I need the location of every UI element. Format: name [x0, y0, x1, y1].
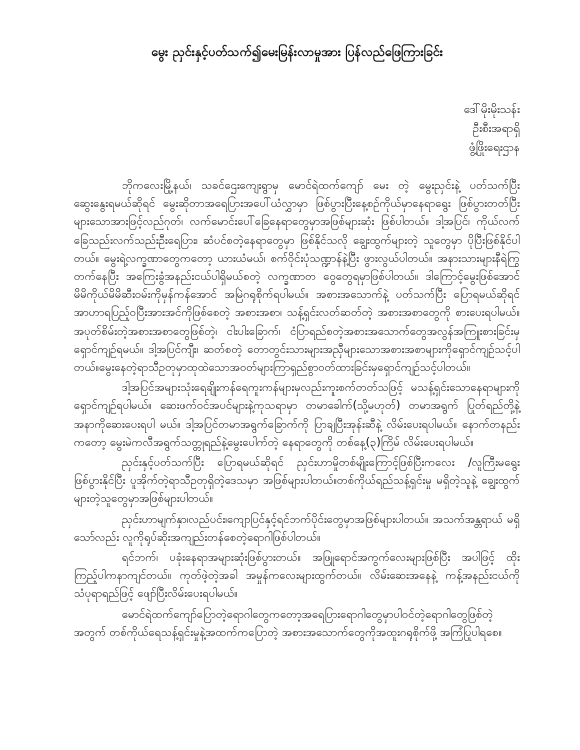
signature-office: ဖွံ့ဖြိုးရေးဌာန — [469, 140, 520, 154]
paragraph-2: ဒါ့အပြင်အများသုံးရေချိုးကန်ရေကူးကန်များမှလည်းကူးစက်တတ်သဖြင့် မသန့်ရှင်းသောနေရာများကို ရှောင်ကျဉ်ရပါမယ်။ ဆေးဖက်ဝင်အပင်များနဲ့ကုသရာမှာ တမာခေါက်(သို့မဟုတ်) တမာအရွက် ပြုတ်ရည်တို့နဲ့ အနာကိုဆေးပေးရပါ မယ်။ ဒါ့အပြင်တမာအရွက်ခြောက်ကို ပြာချပြီးအုန်းဆီနဲ့ လိမ်းပေးရပါမယ်။ နောက်တနည်းကတော့ မွေးမဲကလီအရွက်သတ္တုရည်နဲ့မွေးပေါက်တဲ့ နေရာတွေကို တစ်နေ့(၃)ကြိမ် လိမ်းပေးရပါမယ်။ — [74, 381, 520, 449]
paragraph-5: ရင်ဘက်၊ ပခုံးနေရာအများဆုံးဖြစ်ပွားတယ်။ အဖြူရောင်အကွက်လေးများဖြစ်ပြီး အပါဖြင့် ထိုးကြည့်ပါကနာကျင်တယ်။ ကုတ်ဖဲ့တဲ့အခါ အမှုန်ကလေးများထွက်တယ်။ လိမ်းဆေးအနေနဲ့ ကန့်အနည်းငယ်ကိုသံပုရာရည်ဖြင့် ဖျော်ပြီးလိမ်းပေးရပါမယ်။ — [74, 551, 520, 601]
document-body — [74, 177, 520, 642]
paragraph-4: ညှင်းဟာမျက်နှာ၊လည်ပင်း၊ကျောပြင်နှင့်ရင်ဘက်ပိုင်းတွေမှာအဖြစ်များပါတယ်။ အသက်အန္တရာယ် မရှိသော်လည်း လူကိုရုပ်ဆိုးအကျည်းတန်စေတဲ့ရောဂါဖြစ်ပါတယ်။ — [74, 512, 520, 544]
signature-block — [74, 100, 520, 157]
signature-name: ဒေါ်မိုးမိုးသန်း — [464, 102, 520, 116]
signature-position: ဦးစီးအရာရှိ — [472, 121, 520, 135]
document-title: မွေး ညှင်းနှင့်ပတ်သက်၍မေးမြန်းလာမှုအား ပြန်လည်ဖြေကြားခြင်း — [151, 44, 443, 59]
paragraph-6: မောင်ရဲထက်ကျော်ပြောတဲ့ရောဂါတွေကတော့အရေပြားရောဂါတွေမှာပါဝင်တဲ့ရောဂါတွေဖြစ်တဲ့ အတွက် တစ်ကိုယ်ရေသန့်ရှင်းမှုနဲ့အထက်ကပြောတဲ့ အစားအသောက်တွေကိုအထူးဂရုစိုက်ဖို့ အကြံပြုပါရစေ။ — [74, 607, 502, 639]
paragraph-1: ဘိုကလေးမြို့နယ်၊ သခင်ဌေးကျေးရွာမှ မောင်ရဲထက်ကျော် မေး တဲ့ မွေးညှင်းနဲ့ ပတ်သက်ပြီး ဆွေးနွေးရမယ်ဆိုရင် မွေးဆိုတာအရေပြားအပေါ်ယံလွှာမှာ ဖြစ်ပွားပြီးနေ့စဉ်ကိုယ်မှာနေရာရွေး ဖြစ်ပွားတတ်ပြီး များသောအားဖြင့်လည်ဂုတ်၊ လက်မောင်းပေါ်ခြေနေရာတွေမှာအဖြစ်များဆုံး ဖြစ်ပါတယ်။ ဒါ့အပြင်၊ ကိုယ်လက် ခြေသည်းလက်သည်းဦးရေပြား၊ ဆံပင်စတဲ့နေရာတွေမှာ ဖြစ်နိုင်သလို ချွေးထွက်များတဲ့ သူတွေမှာ ပိုပြီးဖြစ်နိုင်ပါတယ်။ မွေးရဲ့လက္ခဏာတွေကတော့ ယားယံမယ်၊ စက်ဝိုင်းပုံသဏ္ဍာန်နဲ့ပြီး ဖွားလွယ်ပါတယ်။ အနားသားများနီရဲကြွတက်နေပြီး အကြေးခွံအနည်းငယ်ပါရှိမယ်စတဲ့ လက္ခဏာတ ၀ွေတွေရမှာဖြစ်ပါတယ်။ ဒါကြောင့်မွေးဖြစ်အောင် မိမိကိုယ်မိမိဆီးဝမ်းကိုမှန်ကန်အောင် အမြဲဂရုစိုက်ရပါမယ်။ အစားအသောက်နဲ့ ပတ်သက်ပြီး ပြောရမယ်ဆိုရင်အာဟာရပြည့်ဝပြီးအားအင်ကိုဖြစ်စေတဲ့ အစားအစာ၊ သန့်ရှင်းလတ်ဆတ်တဲ့ အစားအစာတွေကို စားပေးရပါမယ်။ အပုတ်စိမ်းတဲ့အစားအစာတွေဖြစ်တဲ့၊ ငါးပါးခြောက်၊ ငံပြာရည်စတဲ့အစားအသောက်တွေအလွန်အကြူးစားခြင်းမှရှောင်ကျဉ်ရမယ်။ ဒါ့အပြင်ကျီး၊ ဆတ်စတဲ့ တောတွင်းသားများအညှီများသောအစားအစာများကိုရှောင်ကျဉ်သင့်ပါတယ်။မွေးနေတဲ့ရာသီဥတုမှာထုထဲသောအဝတ်များကြာရှည်စွာဝတ်ထားခြင်းမှရှောင်ကျဉ်သင့်ပါတယ်။ — [74, 179, 520, 375]
paragraph-3: ညှင်းနှင့်ပတ်သက်ပြီး ပြောရမယ်ဆိုရင် ညှင်းဟာမှိုတစ်မျိုးကြောင့်ဖြစ်ပြီးကလေး /လူကြီးမရွေး ဖြစ်ပွားနိုင်ပြီး ပူအိုက်တဲ့ရာသီဥတုရှိတဲ့ဒေသမှာ အဖြစ်များပါတယ်။တစ်ကိုယ်ရည်သန့်ရှင်းမှု မရှိတဲ့သူနဲ့ ချွေးထွက်များတဲ့သူတွေမှာအဖြစ်များပါတယ်။ — [74, 456, 520, 506]
